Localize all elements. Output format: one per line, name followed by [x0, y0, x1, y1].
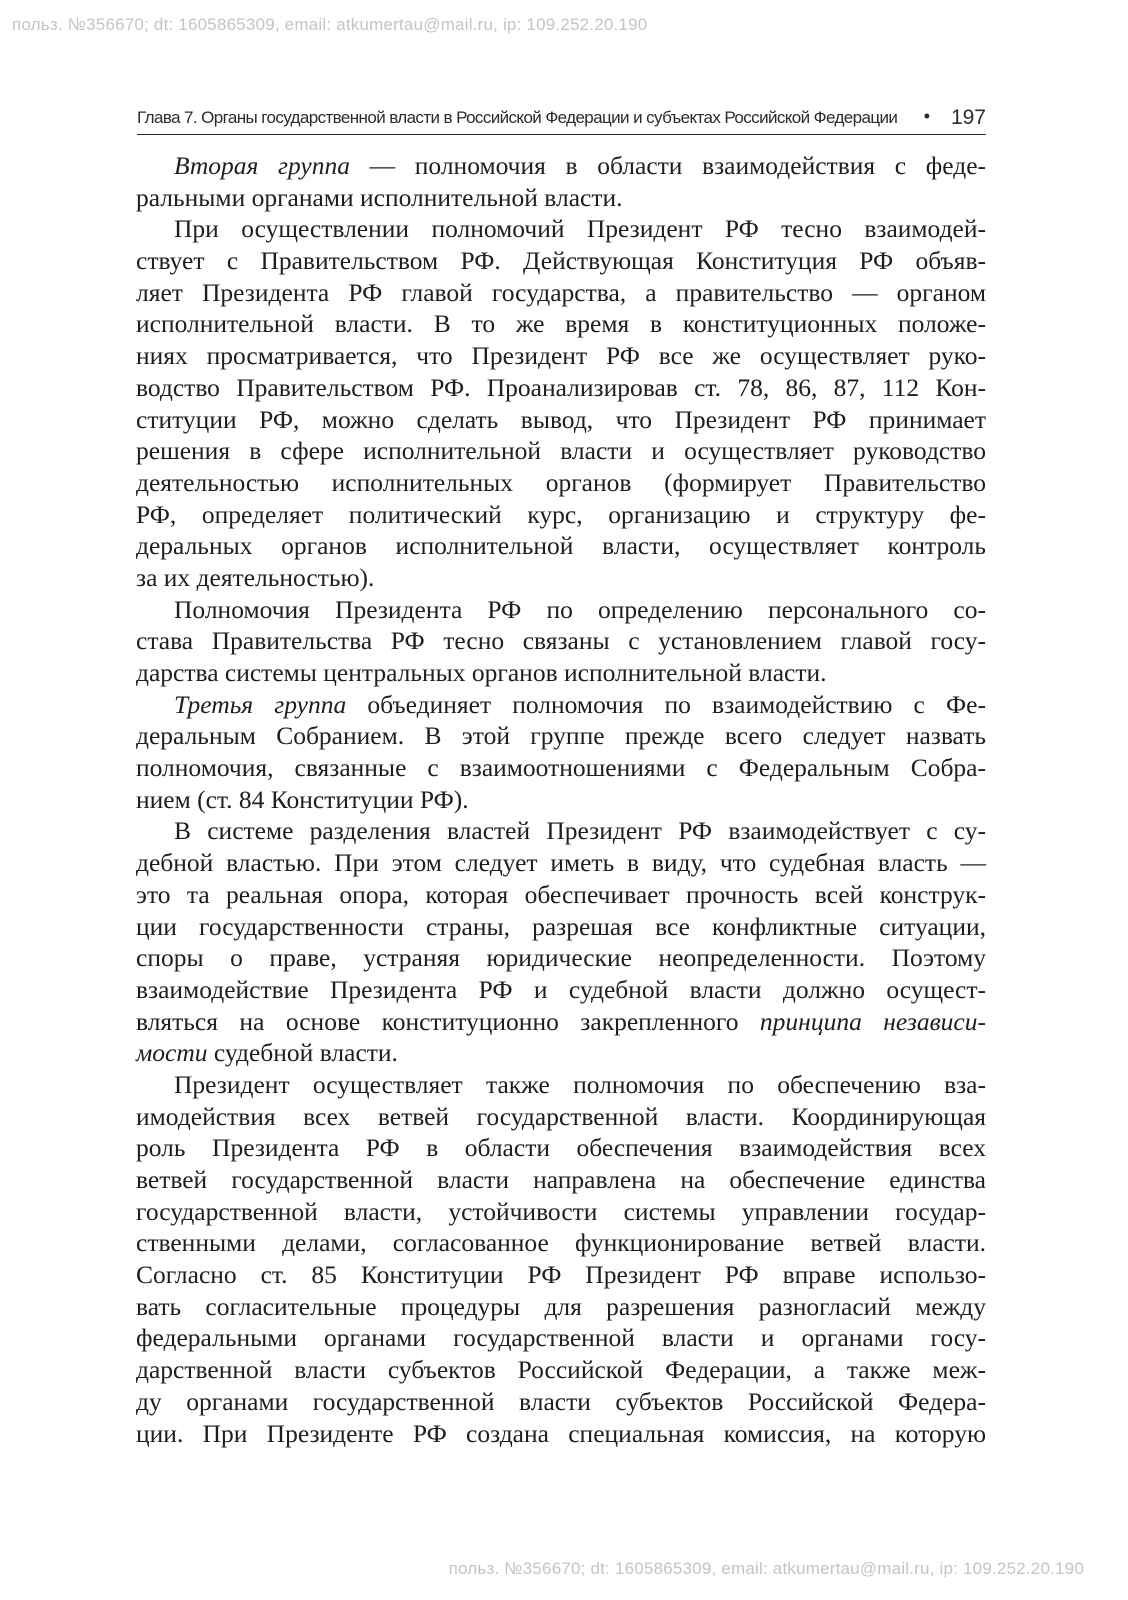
text-line: роль Президента РФ в области обеспечения взаимодействия всех [136, 1133, 986, 1163]
text-line: ствует с Правительством РФ. Действующая Конституция РФ объяв- [136, 246, 986, 276]
text-line: деральным Собранием. В этой группе прежде всего следует назвать [136, 721, 986, 751]
italic-term: Третья группа [174, 689, 347, 719]
text-line: дарства системы центральных органов исполнительной власти. [136, 658, 827, 687]
text-line: решения в сфере исполнительной власти и осуществляет руководство [136, 436, 986, 466]
text-line: Вторая группа — полномочия в области взаимодействия с феде- [174, 151, 986, 180]
text-line: имодействия всех ветвей государственной власти. Координирующая [136, 1101, 986, 1131]
text-line: водство Правительством РФ. Проанализировав ст. 78, 86, 87, 112 Кон- [136, 372, 986, 402]
text-line: ветвей государственной власти направлена на обеспечение единства [136, 1165, 986, 1194]
text-line: Третья группа объединяет полномочия по взаимодействию с Фе- [174, 689, 986, 719]
text-line: вать согласительные процедуры для разрешения разногласий между [136, 1291, 986, 1321]
page-number: 197 [950, 106, 986, 129]
text-line: дарственной власти субъектов Российской Федерации, а также меж- [136, 1355, 986, 1385]
text-line: ляет Президента РФ главой государства, а правительство — органом [136, 277, 986, 307]
italic-term: мости [136, 1038, 208, 1068]
italic-term: Вторая группа [174, 151, 350, 180]
header-bullet: • [923, 106, 930, 126]
text-line: мости судебной власти. [136, 1038, 398, 1068]
text-line: исполнительной власти. В то же время в конституционных положе- [136, 309, 986, 339]
text-line: Президент осуществляет также полномочия по обеспечению вза- [174, 1069, 986, 1099]
text-line: деральных органов исполнительной власти, осуществляет контроль [136, 531, 986, 561]
text-line: за их деятельностью). [136, 562, 375, 592]
text-line: При осуществлении полномочий Президент РФ тесно взаимодей- [174, 214, 986, 244]
text-line: Согласно ст. 85 Конституции РФ Президент РФ вправе использо- [136, 1260, 986, 1290]
text-line: полномочия, связанные с взаимоотношениями с Федеральным Собра- [136, 753, 986, 783]
text-line: это та реальная опора, которая обеспечивает прочность всей конструк- [136, 879, 986, 909]
text-line: федеральными органами государственной власти и органами госу- [136, 1323, 986, 1353]
text-line: государственной власти, устойчивости системы управлении государ- [136, 1196, 986, 1226]
text-line: В системе разделения властей Президент РФ взаимодействует с су- [174, 816, 986, 846]
text-line: ции. При Президенте РФ создана специальная комиссия, на которую [136, 1418, 986, 1448]
text-line: ственными делами, согласованное функционирование ветвей власти. [136, 1228, 986, 1258]
running-header [137, 106, 986, 135]
text-line: РФ, определяет политический курс, организацию и структуру фе- [136, 499, 986, 529]
text-line: става Правительства РФ тесно связаны с установлением главой госу- [136, 626, 986, 656]
text-line: ниях просматривается, что Президент РФ все же осуществляет руко- [136, 341, 986, 371]
text-line: нием (ст. 84 Конституции РФ). [136, 784, 469, 814]
text-line: ции государственности страны, разрешая все конфликтные ситуации, [136, 911, 986, 941]
text-line: дебной властью. При этом следует иметь в виду, что судебная власть — [136, 848, 986, 878]
chapter-title: Глава 7. Органы государственной власти в Российской Федерации и субъектах Российской Федерации [137, 108, 898, 127]
text-line: деятельностью исполнительных органов (формирует Правительство [136, 467, 986, 497]
text-line: ституции РФ, можно сделать вывод, что Президент РФ принимает [136, 404, 986, 434]
watermark-bottom: польз. №356670; dt: 1605865309, email: atkumertau@mail.ru, ip: 109.252.20.190 [448, 1559, 1084, 1578]
text-line: взаимодействие Президента РФ и судебной власти должно осущест- [136, 974, 986, 1004]
text-line: Полномочия Президента РФ по определению персонального со- [174, 594, 986, 624]
page-body [136, 150, 986, 1449]
text-line: споры о праве, устраняя юридические неопределенности. Поэтому [136, 943, 986, 973]
text-line: ральными органами исполнительной власти. [136, 182, 623, 212]
italic-term: принципа независи- [759, 1006, 986, 1036]
text-line: ду органами государственной власти субъектов Российской Федера- [136, 1386, 986, 1416]
watermark-top: польз. №356670; dt: 1605865309, email: atkumertau@mail.ru, ip: 109.252.20.190 [12, 15, 648, 34]
text-line: вляться на основе конституционно закрепленного принципа независи- [136, 1006, 986, 1036]
